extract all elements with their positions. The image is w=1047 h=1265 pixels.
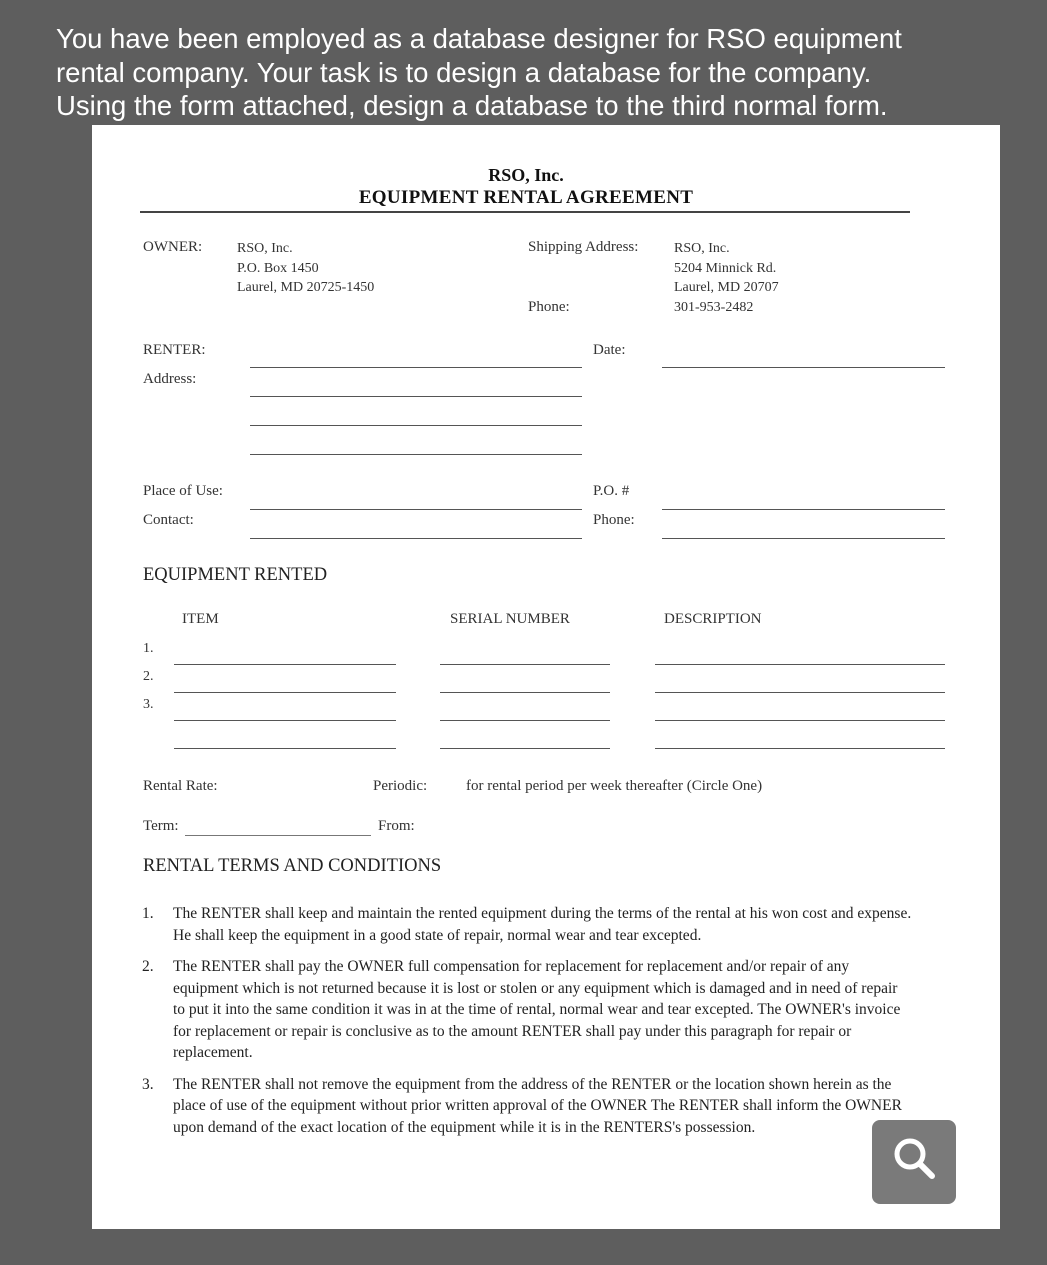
search-button[interactable] <box>872 1120 956 1204</box>
item-line <box>174 720 396 721</box>
company-name: RSO, Inc. <box>488 165 564 185</box>
question-line: Using the form attached, design a database to the third normal form. <box>56 90 888 121</box>
owner-line: RSO, Inc. <box>237 241 293 256</box>
term-item <box>142 1074 912 1139</box>
term-number: 2. <box>142 958 154 975</box>
shipping-line: Laurel, MD 20707 <box>674 280 779 295</box>
shipping-address <box>674 239 779 317</box>
address-line <box>250 396 582 397</box>
date-line <box>662 367 945 368</box>
owner-line: P.O. Box 1450 <box>237 260 319 276</box>
owner-address <box>237 239 374 298</box>
description-line <box>655 664 945 665</box>
question-line: rental company. Your task is to design a database for the company. <box>56 56 872 88</box>
term-text: The RENTER shall pay the OWNER full compensation for replacement for replacement and/or repair of any equipment which is not returned because it is lost or stolen or any equipment which is damaged and in need of repair to put it into the same condition it was in at the time of rental, normal wear and tear excepted. The OWNER's invoice for replacement or repair is conclusive as to the amount RENTER shall pay under this paragraph for repair or replacement. <box>173 958 901 1061</box>
equipment-heading: EQUIPMENT RENTED <box>143 565 328 585</box>
description-line <box>655 748 945 749</box>
shipping-label: Shipping Address: <box>528 239 639 255</box>
item-line <box>174 748 396 749</box>
term-number: 3. <box>142 1075 154 1093</box>
owner-label: OWNER: <box>143 239 203 255</box>
terms-heading: RENTAL TERMS AND CONDITIONS <box>143 856 442 876</box>
serial-line <box>440 720 610 721</box>
contact-line <box>250 538 582 539</box>
shipping-phone-label: Phone: <box>528 299 570 315</box>
term-item <box>142 956 912 1064</box>
term-number: 1. <box>142 905 154 922</box>
column-item: ITEM <box>182 611 219 627</box>
row-number: 3. <box>143 697 154 712</box>
contact-label: Contact: <box>143 512 194 528</box>
po-line <box>662 509 945 510</box>
column-description: DESCRIPTION <box>664 611 762 627</box>
question-text <box>56 22 1016 123</box>
serial-line <box>440 664 610 665</box>
place-of-use-line <box>250 509 582 510</box>
address-line <box>250 425 582 426</box>
header-rule <box>140 211 910 213</box>
phone-label: Phone: <box>593 512 635 528</box>
row-number: 2. <box>143 669 154 684</box>
term-text: The RENTER shall not remove the equipment from the address of the RENTER or the location shown herein as the place of use of the equipment without prior written approval of the OWNER The RENTER shall inform the OWNER upon demand of the exact location of the equipment while it is in the RENTERS's possession. <box>173 1075 902 1136</box>
shipping-line: RSO, Inc. <box>674 241 730 256</box>
address-label: Address: <box>143 371 197 387</box>
date-label: Date: <box>593 342 626 358</box>
serial-line <box>440 748 610 749</box>
renter-line <box>250 367 582 368</box>
description-line <box>655 720 945 721</box>
phone-line <box>662 538 945 539</box>
rental-form-image <box>92 125 1000 1229</box>
form-title: EQUIPMENT RENTAL AGREEMENT <box>358 187 694 208</box>
shipping-line: 301-953-2482 <box>674 299 754 315</box>
description-line <box>655 692 945 693</box>
renter-label: RENTER: <box>143 342 206 358</box>
owner-line: Laurel, MD 20725-1450 <box>237 280 375 295</box>
question-line: You have been employed as a database designer for RSO equipment <box>56 23 902 54</box>
shipping-line: 5204 Minnick Rd. <box>674 260 777 276</box>
term-line <box>185 835 371 836</box>
po-label: P.O. # <box>593 483 630 499</box>
address-line <box>250 454 582 455</box>
periodic-label: Periodic: <box>373 778 428 794</box>
terms-list <box>142 903 912 1148</box>
item-line <box>174 664 396 665</box>
place-of-use-label: Place of Use: <box>143 483 223 499</box>
serial-line <box>440 692 610 693</box>
term-label: Term: <box>143 818 179 834</box>
rental-rate-label: Rental Rate: <box>143 778 218 794</box>
item-line <box>174 692 396 693</box>
term-text: The RENTER shall keep and maintain the rented equipment during the terms of the rental at his won cost and expense. He shall keep the equipment in a good state of repair, normal wear and tear excepted. <box>173 905 912 944</box>
term-item <box>142 903 912 946</box>
row-number: 1. <box>143 641 154 656</box>
periodic-text: for rental period per week thereafter (Circle One) <box>466 778 763 794</box>
magnifier-icon <box>890 1134 938 1182</box>
from-label: From: <box>378 818 415 834</box>
column-serial-number: SERIAL NUMBER <box>450 611 570 627</box>
